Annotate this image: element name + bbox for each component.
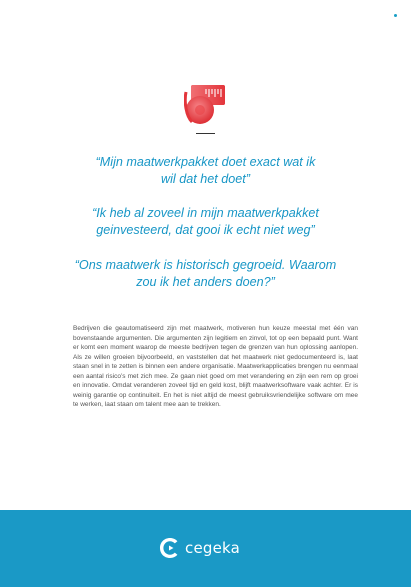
quote-3-line-2: zou ik het anders doen?” bbox=[136, 275, 275, 289]
cegeka-logo[interactable] bbox=[158, 534, 240, 562]
measuring-tape-icon bbox=[184, 82, 230, 128]
quote-2-line-1: “Ik heb al zoveel in mijn maatwerkpakket bbox=[92, 206, 319, 220]
quote-2 bbox=[60, 205, 351, 239]
quote-1-line-2: wil dat het doet” bbox=[161, 172, 250, 186]
quote-3 bbox=[60, 257, 351, 291]
corner-dot bbox=[394, 14, 397, 17]
logo-text: cegeka bbox=[185, 539, 241, 557]
cegeka-logo-mark bbox=[158, 536, 182, 560]
quote-1-line-1: “Mijn maatwerkpakket doet exact wat ik bbox=[95, 155, 316, 169]
quote-1 bbox=[60, 154, 351, 188]
quote-2-line-2: geinvesteerd, dat gooi ik echt niet weg” bbox=[96, 223, 315, 237]
divider bbox=[196, 133, 215, 134]
footer-band bbox=[0, 510, 411, 587]
body-paragraph: Bedrijven die geautomatiseerd zijn met maatwerk, motiveren hun keuze meestal met één van bovenstaande argumenten. Die argumenten zijn legitiem en zinvol, tot op een bepaald punt. Want er komt een moment waarop de meeste bedrijven tegen de grenzen van hun oplossing aanlopen. Als ze willen groeien bijvoorbeeld, en vaststellen dat het maatwerk niet gedocumenteerd is, laat staan snel in te zetten is binnen een andere organisatie. Maatwerkapplicaties brengen nu eenmaal een aantal risico’s met zich mee. Ze gaan niet goed om met verandering en zijn een rem op groei en innovatie. Omdat veranderen zoveel tijd en geld kost, blijft maatwerksoftware vaak achter. Er is weinig garantie op continuiteit. En het is niet altijd de meest gebruiksvriendelijke software om mee te werken, laat staan om talent mee aan te trekken. bbox=[73, 325, 358, 408]
quote-3-line-1: “Ons maatwerk is historisch gegroeid. Waarom bbox=[74, 258, 337, 272]
